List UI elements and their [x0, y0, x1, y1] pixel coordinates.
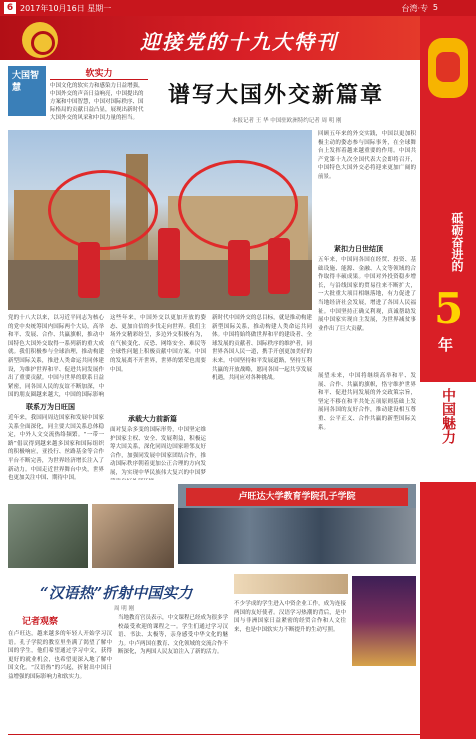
story-column-4b: 五年来，中国同各国在经贸、投资、基础设施、能源、金融、人文等领域的合作取得丰硕成果。中国对外投资稳步增长，与沿线国家的贸易往来不断扩大，一大批重大项目相继落地，有力促进了当地经济社会发展，增进了各国人民福祉。中国坚持正确义利观，真诚帮助发展中国家实现自主发展，为世界减贫事业作出了巨大贡献。: [318, 257, 416, 332]
dancer-figure: [268, 238, 290, 294]
main-byline: 本报记者 王 华 中国驻欧洲特约记者 周 明 刚: [232, 118, 342, 124]
right-sidebar: [420, 16, 476, 739]
sidebar-big-number: 5: [434, 284, 464, 333]
issue-date: 2017年10月16日 星期一: [20, 4, 112, 13]
feature-title: “汉语热”折射中国实力: [40, 584, 193, 602]
photo-students-activity: [92, 504, 174, 568]
story-subhead-2: 承载大力前新篇: [128, 415, 177, 423]
party-emblem-icon: [22, 22, 58, 58]
great-power-wisdom-logo: 大国智慧: [8, 66, 46, 116]
story-subhead-4: 紧扣力日世结顶: [334, 245, 383, 253]
section-name: 台湾·专: [401, 4, 428, 13]
lantern-icon: [428, 38, 468, 98]
page-bottom-rule: [8, 734, 420, 735]
dancer-figure: [228, 240, 250, 296]
story-subhead-1: 联系万为日旺国: [26, 403, 75, 411]
photo-stage-performance: [352, 576, 416, 666]
sidebar-charm-label: 中国魅力: [440, 388, 456, 444]
sidebar-charm-box: [420, 382, 476, 482]
main-headline: 谱写大国外交新篇章: [168, 82, 385, 108]
story-column-3: 新时代中国外交的总目标，就是推动构建新型国际关系，推动构建人类命运共同体。中国将始终做世界和平的建设者、全球发展的贡献者、国际秩序的维护者，同世界各国人民一道，携手开创更加美好的未来。中国坚持和平发展道路，坚持互利共赢的开放战略，愿同各国一起共享发展机遇，共同应对各种挑战。: [212, 315, 312, 382]
edition-number: 5: [432, 3, 438, 12]
main-photo-dance-performance: [8, 130, 312, 310]
sidebar-unit: 年: [438, 336, 454, 354]
sidebar-slogan: 砥砺奋进的: [450, 212, 464, 272]
story-column-2: 这些年来，中国外交以更加开放的姿态、更加自信的步伐走向世界。我们主场外交精彩纷呈，多边外交积极有为，在气候变化、反恐、网络安全、难民等全球性问题上积极贡献中国方案。中国的发展离不开世界，世界的繁荣也需要中国。: [110, 315, 206, 373]
feature-column-3: 不少学成的学生进入中资企业工作，成为连接两国的友好使者。汉语学习热潮的背后，是中国与非洲国家日益紧密的经贸合作和人文往来，也是中国软实力不断提升的生动写照。: [234, 601, 346, 633]
photo-students-class: [8, 504, 88, 568]
story-column-4c: 展望未来，中国将继续高举和平、发展、合作、共赢的旗帜，恪守维护世界和平、促进共同发展的外交政策宗旨，坚定不移在和平共处五项原则基础上发展同各国的友好合作，推动建设相互尊重、公平正义、合作共赢的新型国际关系。: [318, 373, 416, 431]
page-number: 6: [4, 2, 16, 14]
story-column-4: 回顾五年来的外交实践，中国以更加积极主动的姿态参与国际事务，在全球舞台上发挥着越来越重要的作用。中国共产党第十九次全国代表大会即将召开，中国特色大国外交必将迎来更加广阔的前景。: [318, 131, 416, 180]
photo-confucius-institute-group: [178, 484, 416, 564]
confucius-institute-sign: 卢旺达大学教育学院孔子学院: [186, 488, 408, 506]
soft-power-heading: 软实力: [50, 66, 148, 80]
dancer-figure: [158, 228, 180, 298]
dancer-figure: [78, 242, 100, 298]
feature-column-1: 在卢旺达，越来越多的年轻人开始学习汉语。孔子学院的教室里坐满了渴望了解中国的学生，他们希望通过学习中文，获得更好的就业机会，也希望更深入地了解中国文化。“汉语热”的兴起，折射出中国日益增强的国际影响力和软实力。: [8, 631, 112, 680]
photo-performance-strip: [234, 574, 348, 594]
banner-title: 迎接党的十九大特刊: [140, 30, 338, 54]
red-ribbon: [48, 170, 158, 250]
feature-column-2: 当地教育官员表示，中文课程已经成为很多学校最受欢迎的课程之一。学生们通过学习汉语、书法、太极等，亲身感受中华文化的魅力。中卢两国在教育、文化领域的交流合作不断深化，为两国人民友谊注入了新的活力。: [118, 615, 228, 656]
red-ribbon: [178, 160, 298, 250]
page-header-bar: [0, 0, 476, 16]
group-of-people: [178, 508, 416, 564]
soft-power-body: 中国文化的软实力和感染力日益增强，中国外交的声音日益响亮，中国提出的方案和中国智慧，中国对国际秩序、国际格局的贡献日益凸显，展现出新时代大国外交的风采和中国力量的担当。: [50, 83, 144, 121]
story-column-1b: 近年来，我国同周边国家和发展中国家关系全面深化，同主要大国关系总体稳定，中外人文交流热络频繁。“一带一路”倡议得到越来越多国家和国际组织的积极响应，亚投行、丝路基金等合作平台不断完善，为世界经济增长注入了新动力。中国走近世界舞台中央，世界也更加关注中国、期待中国。: [8, 415, 104, 482]
story-column-2b: 面对复杂多变的国际形势，中国坚定维护国家主权、安全、发展利益，积极运筹大国关系，深化同周边国家睦邻友好合作，加强同发展中国家团结合作，推动国际秩序朝着更加公正合理的方向发展，为实现中华民族伟大复兴的中国梦: [110, 427, 206, 476]
reporter-observation-tag: 记者观察: [22, 617, 59, 627]
feature-byline: 周 明 刚: [114, 606, 134, 612]
special-issue-banner: [0, 16, 420, 60]
story-column-1: 党的十八大以来，以习近平同志为核心的党中央统筹国内国际两个大局，高举和平、发展、合作、共赢旗帜，推动中国特色大国外交取得一系列新的重大成就。我们积极参与全球治理，推动构建新型国际关系，推进人类命运共同体建设，为维护世界和平、促进共同发展作出了重要贡献。中国与世界的联系日益紧密，同各国人民的友谊不断加深，中国的朋友圈越来越大，中国的国际影响: [8, 315, 104, 398]
